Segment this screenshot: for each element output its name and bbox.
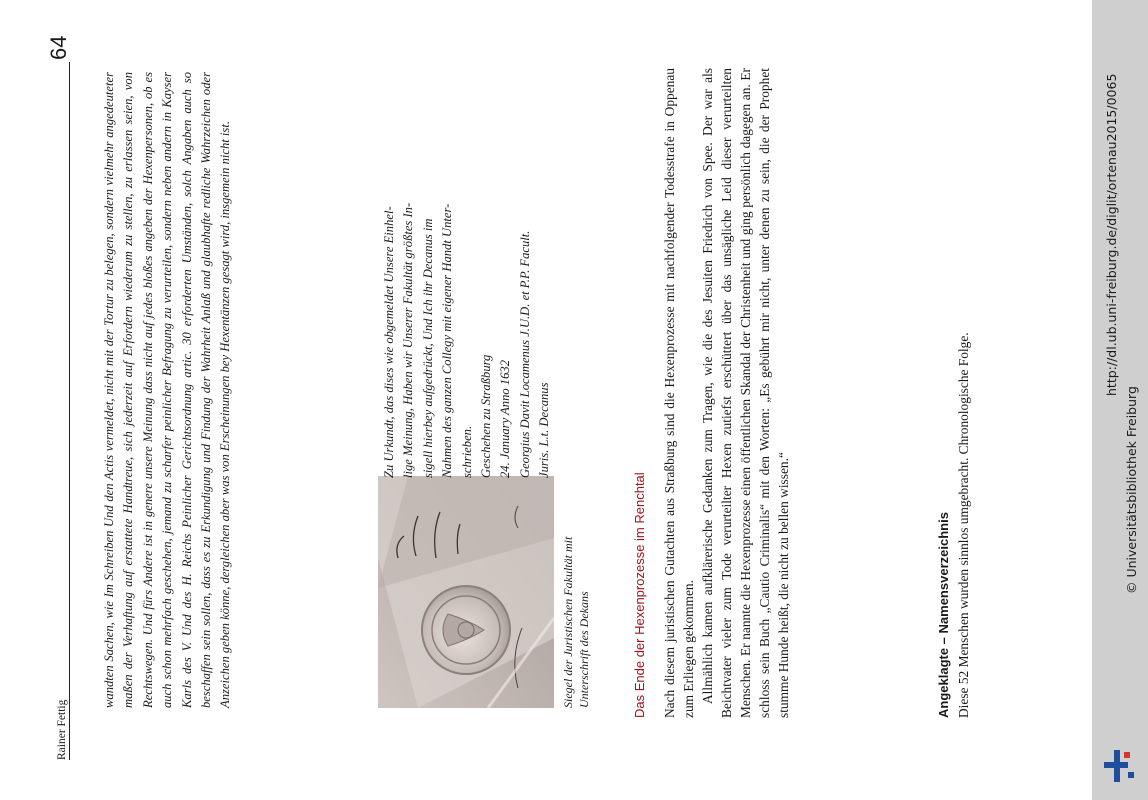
subsection-body [954,68,973,718]
sidebar-text [1092,0,1148,800]
quote-line: Nahmen des ganzen Collegy mit eigener Handt Unter- [440,203,455,478]
quote-top [100,72,236,708]
quote-line: 24. January Anno 1632 [498,360,513,478]
quote-line: lige Meinung, Haben wir Unserer Fakultät größtes In- [401,202,416,478]
quote-line: sigell hierbey aufgedrückt, Und Ich ihr Decanus im [420,218,435,478]
source-url-link[interactable]: http://dl.ub.uni-freiburg.de/diglit/ortenau2015/0065 [1104,73,1119,396]
image-caption: Siegel der Juristischen Fakultät mit Unterschrift des Dekans [561,536,591,708]
ub-freiburg-logo-icon[interactable] [1098,744,1142,788]
quote-line: Geschehen zu Straßburg [479,354,494,478]
quote-closing [380,78,555,478]
sidebar [1092,0,1148,800]
page-number: 64 [46,35,71,60]
copyright-text: © Universitätsbibliothek Freiburg [1124,386,1139,594]
quote-line: Juris. L.t. Decanus [537,382,552,478]
seal-image [378,476,554,708]
paragraph: Allmählich kamen aufklärerische Gedanken zum Tragen, wie die des Jesuiten Friedrich von Spee. Der war als Beichtvater vieler zum Tode verurteilter Hexen zutiefst erschüttert über das unsägliche Leid dieser verurteilten Menschen. Er nannte die Hexenprozesse einen öffentlichen Skandal der Christenheit und ging persönlich dagegen an. Er schloss sein Buch „Cautio Criminalis“ mit den Worten: „Es gebührt mir nicht, unter denen zu sein, die der Prophet stumme Hunde heißt, die nicht zu bellen wissen.“ [700,68,791,718]
section-body [660,68,793,718]
subsection-title: Angeklagte – Namensverzeichnis [936,512,951,718]
seal-photo-icon [378,476,554,708]
quote-line: schrieben. [459,425,474,478]
quote-line: Georgius Davit Locamenus J.U.D. et P.P. Facult. [517,230,532,478]
paragraph: Nach diesem juristischen Gutachten aus Straßburg sind die Hexenprozesse mit nachfolgender Todesstrafe in Oppenau zum Erliegen gekommen. [662,68,696,718]
header-rule [69,62,70,760]
section-title: Das Ende der Hexenprozesse im Renchtal [632,472,647,718]
paragraph: Diese 52 Menschen wurden sinnlos umgebracht. Chronologische Folge. [956,332,971,718]
quote-top-text: wandten Sachen, wie Im Schreiben Und den Actis vermeldet, nicht mit der Tortur zu belegen, sondern vielmehr angedeuteter maßen der Verhaftung auf erstattete Handtreue, sich jederzeit auf Erfordern wiederum zu stellen, zu erlassen seien, von Rechtswegen. Und fürs Andere ist in genere unsere Meinung dass nicht auf jedes bloßes angeben der Hexenpersonen, ob es auch schon mehrfach geschehen, jemand zu scharfer peinlicher Befragung zu verurteilen, sondern neben andern in Kayser Karls des V. Und des H. Reichs Peinlicher Gerichtsordnung artic. 30 erforderten Umständen, solch Angaben auch so beschaffen sein sollen, dass es zu Erkundigung und Findung der Wahrheit Anlaß und glaubhafte redliche Wahrzeichen oder Anzeichen geben könne, dergleichen aber was von Erscheinungen bey Hexentänzen gesagt wird, insgemein nicht ist. [102,72,233,708]
quote-line: Zu Urkundt, das dises wie obgemeldet Unsere Einhel- [382,206,396,478]
running-head: Rainer Fettig [56,699,68,760]
